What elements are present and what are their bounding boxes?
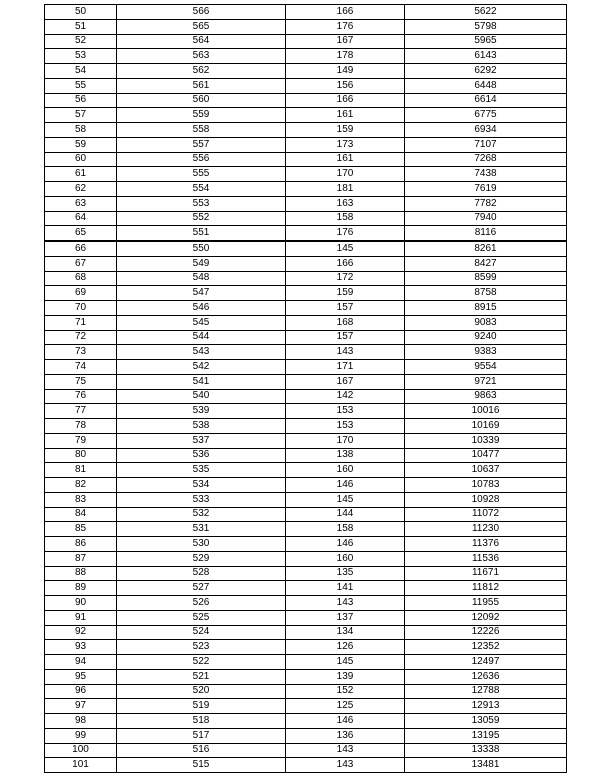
table-row — [45, 463, 567, 478]
score-cell: 539 — [117, 404, 286, 419]
rank-cell: 80 — [45, 448, 117, 463]
score-cell: 524 — [117, 625, 286, 640]
cumulative-cell: 10339 — [405, 433, 567, 448]
score-cell: 529 — [117, 551, 286, 566]
table-row — [45, 419, 567, 434]
rank-cell: 95 — [45, 669, 117, 684]
rank-cell: 101 — [45, 758, 117, 773]
table-row — [45, 108, 567, 123]
cumulative-cell: 12092 — [405, 610, 567, 625]
table-row — [45, 301, 567, 316]
rank-cell: 99 — [45, 728, 117, 743]
cumulative-cell: 6934 — [405, 123, 567, 138]
count-cell: 138 — [286, 448, 405, 463]
rank-cell: 82 — [45, 478, 117, 493]
rank-cell: 73 — [45, 345, 117, 360]
cumulative-cell: 7268 — [405, 152, 567, 167]
table-row — [45, 78, 567, 93]
cumulative-cell: 10169 — [405, 419, 567, 434]
count-cell: 141 — [286, 581, 405, 596]
cumulative-cell: 6292 — [405, 64, 567, 79]
cumulative-cell: 12352 — [405, 640, 567, 655]
rank-cell: 86 — [45, 537, 117, 552]
score-cell: 560 — [117, 93, 286, 108]
score-cell: 553 — [117, 196, 286, 211]
score-cell: 530 — [117, 537, 286, 552]
rank-cell: 70 — [45, 301, 117, 316]
score-cell: 557 — [117, 137, 286, 152]
score-cell: 558 — [117, 123, 286, 138]
count-cell: 181 — [286, 182, 405, 197]
table-row — [45, 19, 567, 34]
score-cell: 520 — [117, 684, 286, 699]
rank-cell: 52 — [45, 34, 117, 49]
table-row — [45, 64, 567, 79]
count-cell: 161 — [286, 152, 405, 167]
rank-cell: 90 — [45, 596, 117, 611]
count-cell: 143 — [286, 596, 405, 611]
score-cell: 522 — [117, 655, 286, 670]
cumulative-cell: 13338 — [405, 743, 567, 758]
count-cell: 146 — [286, 714, 405, 729]
table-row — [45, 596, 567, 611]
count-cell: 167 — [286, 374, 405, 389]
rank-cell: 67 — [45, 256, 117, 271]
table-row — [45, 581, 567, 596]
count-cell: 171 — [286, 360, 405, 375]
rank-cell: 72 — [45, 330, 117, 345]
count-cell: 157 — [286, 301, 405, 316]
table-row — [45, 566, 567, 581]
cumulative-cell: 10637 — [405, 463, 567, 478]
rank-cell: 98 — [45, 714, 117, 729]
count-cell: 156 — [286, 78, 405, 93]
score-cell: 563 — [117, 49, 286, 64]
table-row — [45, 669, 567, 684]
score-cell: 527 — [117, 581, 286, 596]
score-cell: 542 — [117, 360, 286, 375]
table-row — [45, 728, 567, 743]
rank-cell: 56 — [45, 93, 117, 108]
count-cell: 170 — [286, 433, 405, 448]
score-cell: 564 — [117, 34, 286, 49]
score-cell: 559 — [117, 108, 286, 123]
score-cell: 561 — [117, 78, 286, 93]
rank-cell: 88 — [45, 566, 117, 581]
table-row — [45, 345, 567, 360]
score-cell: 541 — [117, 374, 286, 389]
rank-cell: 58 — [45, 123, 117, 138]
table-row — [45, 507, 567, 522]
cumulative-cell: 11376 — [405, 537, 567, 552]
count-cell: 152 — [286, 684, 405, 699]
cumulative-cell: 10928 — [405, 492, 567, 507]
score-cell: 545 — [117, 315, 286, 330]
score-cell: 535 — [117, 463, 286, 478]
table-row — [45, 315, 567, 330]
rank-cell: 92 — [45, 625, 117, 640]
cumulative-cell: 8758 — [405, 286, 567, 301]
count-cell: 167 — [286, 34, 405, 49]
score-cell: 533 — [117, 492, 286, 507]
rank-cell: 89 — [45, 581, 117, 596]
rank-cell: 94 — [45, 655, 117, 670]
rank-cell: 66 — [45, 241, 117, 256]
rank-cell: 75 — [45, 374, 117, 389]
count-cell: 170 — [286, 167, 405, 182]
table-row — [45, 522, 567, 537]
cumulative-cell: 7438 — [405, 167, 567, 182]
table-body — [45, 5, 567, 773]
score-cell: 554 — [117, 182, 286, 197]
cumulative-cell: 11671 — [405, 566, 567, 581]
rank-cell: 61 — [45, 167, 117, 182]
score-cell: 526 — [117, 596, 286, 611]
rank-cell: 65 — [45, 226, 117, 241]
score-cell: 547 — [117, 286, 286, 301]
count-cell: 163 — [286, 196, 405, 211]
rank-cell: 69 — [45, 286, 117, 301]
count-cell: 139 — [286, 669, 405, 684]
score-cell: 516 — [117, 743, 286, 758]
count-cell: 145 — [286, 492, 405, 507]
table-row — [45, 433, 567, 448]
score-cell: 552 — [117, 211, 286, 226]
count-cell: 135 — [286, 566, 405, 581]
rank-cell: 77 — [45, 404, 117, 419]
count-cell: 160 — [286, 551, 405, 566]
table-row — [45, 226, 567, 241]
count-cell: 144 — [286, 507, 405, 522]
rank-cell: 50 — [45, 5, 117, 20]
count-cell: 125 — [286, 699, 405, 714]
table-row — [45, 152, 567, 167]
count-cell: 136 — [286, 728, 405, 743]
cumulative-cell: 12788 — [405, 684, 567, 699]
table-row — [45, 537, 567, 552]
cumulative-cell: 7619 — [405, 182, 567, 197]
cumulative-cell: 9554 — [405, 360, 567, 375]
table-row — [45, 256, 567, 271]
rank-cell: 91 — [45, 610, 117, 625]
score-cell: 534 — [117, 478, 286, 493]
table-row — [45, 374, 567, 389]
score-cell: 548 — [117, 271, 286, 286]
score-cell: 550 — [117, 241, 286, 256]
rank-cell: 53 — [45, 49, 117, 64]
rank-cell: 96 — [45, 684, 117, 699]
score-cell: 537 — [117, 433, 286, 448]
table-row — [45, 610, 567, 625]
table-row — [45, 137, 567, 152]
rank-cell: 74 — [45, 360, 117, 375]
cumulative-cell: 6614 — [405, 93, 567, 108]
rank-cell: 85 — [45, 522, 117, 537]
cumulative-cell: 11955 — [405, 596, 567, 611]
cumulative-cell: 11536 — [405, 551, 567, 566]
count-cell: 158 — [286, 522, 405, 537]
cumulative-cell: 12636 — [405, 669, 567, 684]
rank-cell: 93 — [45, 640, 117, 655]
count-cell: 146 — [286, 537, 405, 552]
count-cell: 166 — [286, 93, 405, 108]
score-cell: 521 — [117, 669, 286, 684]
cumulative-cell: 10783 — [405, 478, 567, 493]
cumulative-cell: 5965 — [405, 34, 567, 49]
score-cell: 565 — [117, 19, 286, 34]
table-row — [45, 640, 567, 655]
table-row — [45, 478, 567, 493]
cumulative-cell: 5798 — [405, 19, 567, 34]
count-cell: 172 — [286, 271, 405, 286]
count-cell: 159 — [286, 286, 405, 301]
cumulative-cell: 13195 — [405, 728, 567, 743]
score-cell: 546 — [117, 301, 286, 316]
score-cell: 544 — [117, 330, 286, 345]
rank-cell: 55 — [45, 78, 117, 93]
rank-cell: 79 — [45, 433, 117, 448]
table-row — [45, 743, 567, 758]
score-cell: 538 — [117, 419, 286, 434]
table-row — [45, 286, 567, 301]
table-row — [45, 271, 567, 286]
table-row — [45, 714, 567, 729]
count-cell: 143 — [286, 758, 405, 773]
table-row — [45, 655, 567, 670]
cumulative-cell: 7782 — [405, 196, 567, 211]
table-row — [45, 34, 567, 49]
cumulative-cell: 13059 — [405, 714, 567, 729]
count-cell: 178 — [286, 49, 405, 64]
table-row — [45, 404, 567, 419]
count-cell: 173 — [286, 137, 405, 152]
table-row — [45, 684, 567, 699]
score-cell: 519 — [117, 699, 286, 714]
cumulative-cell: 12497 — [405, 655, 567, 670]
count-cell: 149 — [286, 64, 405, 79]
score-cell: 551 — [117, 226, 286, 241]
rank-cell: 54 — [45, 64, 117, 79]
cumulative-cell: 8261 — [405, 241, 567, 256]
count-cell: 137 — [286, 610, 405, 625]
rank-cell: 87 — [45, 551, 117, 566]
count-cell: 145 — [286, 655, 405, 670]
cumulative-cell: 12226 — [405, 625, 567, 640]
score-cell: 532 — [117, 507, 286, 522]
rank-cell: 63 — [45, 196, 117, 211]
count-cell: 176 — [286, 226, 405, 241]
rank-cell: 51 — [45, 19, 117, 34]
cumulative-cell: 6143 — [405, 49, 567, 64]
score-cell: 528 — [117, 566, 286, 581]
rank-cell: 68 — [45, 271, 117, 286]
score-table — [44, 4, 567, 773]
cumulative-cell: 8116 — [405, 226, 567, 241]
count-cell: 160 — [286, 463, 405, 478]
score-cell: 515 — [117, 758, 286, 773]
rank-cell: 64 — [45, 211, 117, 226]
score-cell: 556 — [117, 152, 286, 167]
score-cell: 562 — [117, 64, 286, 79]
score-cell: 517 — [117, 728, 286, 743]
count-cell: 145 — [286, 241, 405, 256]
rank-cell: 84 — [45, 507, 117, 522]
table-row — [45, 699, 567, 714]
cumulative-cell: 11072 — [405, 507, 567, 522]
cumulative-cell: 8427 — [405, 256, 567, 271]
count-cell: 153 — [286, 404, 405, 419]
score-cell: 518 — [117, 714, 286, 729]
table-row — [45, 196, 567, 211]
score-cell: 523 — [117, 640, 286, 655]
count-cell: 143 — [286, 345, 405, 360]
table-row — [45, 49, 567, 64]
cumulative-cell: 8915 — [405, 301, 567, 316]
score-cell: 525 — [117, 610, 286, 625]
cumulative-cell: 7107 — [405, 137, 567, 152]
rank-cell: 60 — [45, 152, 117, 167]
count-cell: 168 — [286, 315, 405, 330]
table-row — [45, 93, 567, 108]
count-cell: 146 — [286, 478, 405, 493]
count-cell: 176 — [286, 19, 405, 34]
table-row — [45, 492, 567, 507]
count-cell: 157 — [286, 330, 405, 345]
count-cell: 153 — [286, 419, 405, 434]
score-cell: 543 — [117, 345, 286, 360]
score-cell: 531 — [117, 522, 286, 537]
table-row — [45, 389, 567, 404]
cumulative-cell: 9383 — [405, 345, 567, 360]
count-cell: 142 — [286, 389, 405, 404]
rank-cell: 76 — [45, 389, 117, 404]
cumulative-cell: 11812 — [405, 581, 567, 596]
table-row — [45, 625, 567, 640]
cumulative-cell: 9863 — [405, 389, 567, 404]
table-row — [45, 5, 567, 20]
cumulative-cell: 13481 — [405, 758, 567, 773]
count-cell: 126 — [286, 640, 405, 655]
count-cell: 166 — [286, 5, 405, 20]
score-cell: 566 — [117, 5, 286, 20]
score-cell: 549 — [117, 256, 286, 271]
table-row — [45, 211, 567, 226]
cumulative-cell: 9083 — [405, 315, 567, 330]
score-cell: 555 — [117, 167, 286, 182]
cumulative-cell: 10477 — [405, 448, 567, 463]
count-cell: 143 — [286, 743, 405, 758]
rank-cell: 81 — [45, 463, 117, 478]
table-row — [45, 330, 567, 345]
rank-cell: 57 — [45, 108, 117, 123]
rank-cell: 83 — [45, 492, 117, 507]
rank-cell: 78 — [45, 419, 117, 434]
cumulative-cell: 6775 — [405, 108, 567, 123]
cumulative-cell: 7940 — [405, 211, 567, 226]
rank-cell: 71 — [45, 315, 117, 330]
cumulative-cell: 8599 — [405, 271, 567, 286]
cumulative-cell: 5622 — [405, 5, 567, 20]
cumulative-cell: 6448 — [405, 78, 567, 93]
table-row — [45, 758, 567, 773]
table-row — [45, 448, 567, 463]
score-cell: 540 — [117, 389, 286, 404]
count-cell: 158 — [286, 211, 405, 226]
rank-cell: 100 — [45, 743, 117, 758]
cumulative-cell: 12913 — [405, 699, 567, 714]
cumulative-cell: 10016 — [405, 404, 567, 419]
table-row — [45, 123, 567, 138]
count-cell: 159 — [286, 123, 405, 138]
table-row — [45, 182, 567, 197]
table-row — [45, 241, 567, 256]
table-row — [45, 551, 567, 566]
table-row — [45, 167, 567, 182]
rank-cell: 97 — [45, 699, 117, 714]
score-cell: 536 — [117, 448, 286, 463]
count-cell: 161 — [286, 108, 405, 123]
rank-cell: 59 — [45, 137, 117, 152]
count-cell: 166 — [286, 256, 405, 271]
cumulative-cell: 9240 — [405, 330, 567, 345]
rank-cell: 62 — [45, 182, 117, 197]
count-cell: 134 — [286, 625, 405, 640]
table-row — [45, 360, 567, 375]
cumulative-cell: 9721 — [405, 374, 567, 389]
cumulative-cell: 11230 — [405, 522, 567, 537]
